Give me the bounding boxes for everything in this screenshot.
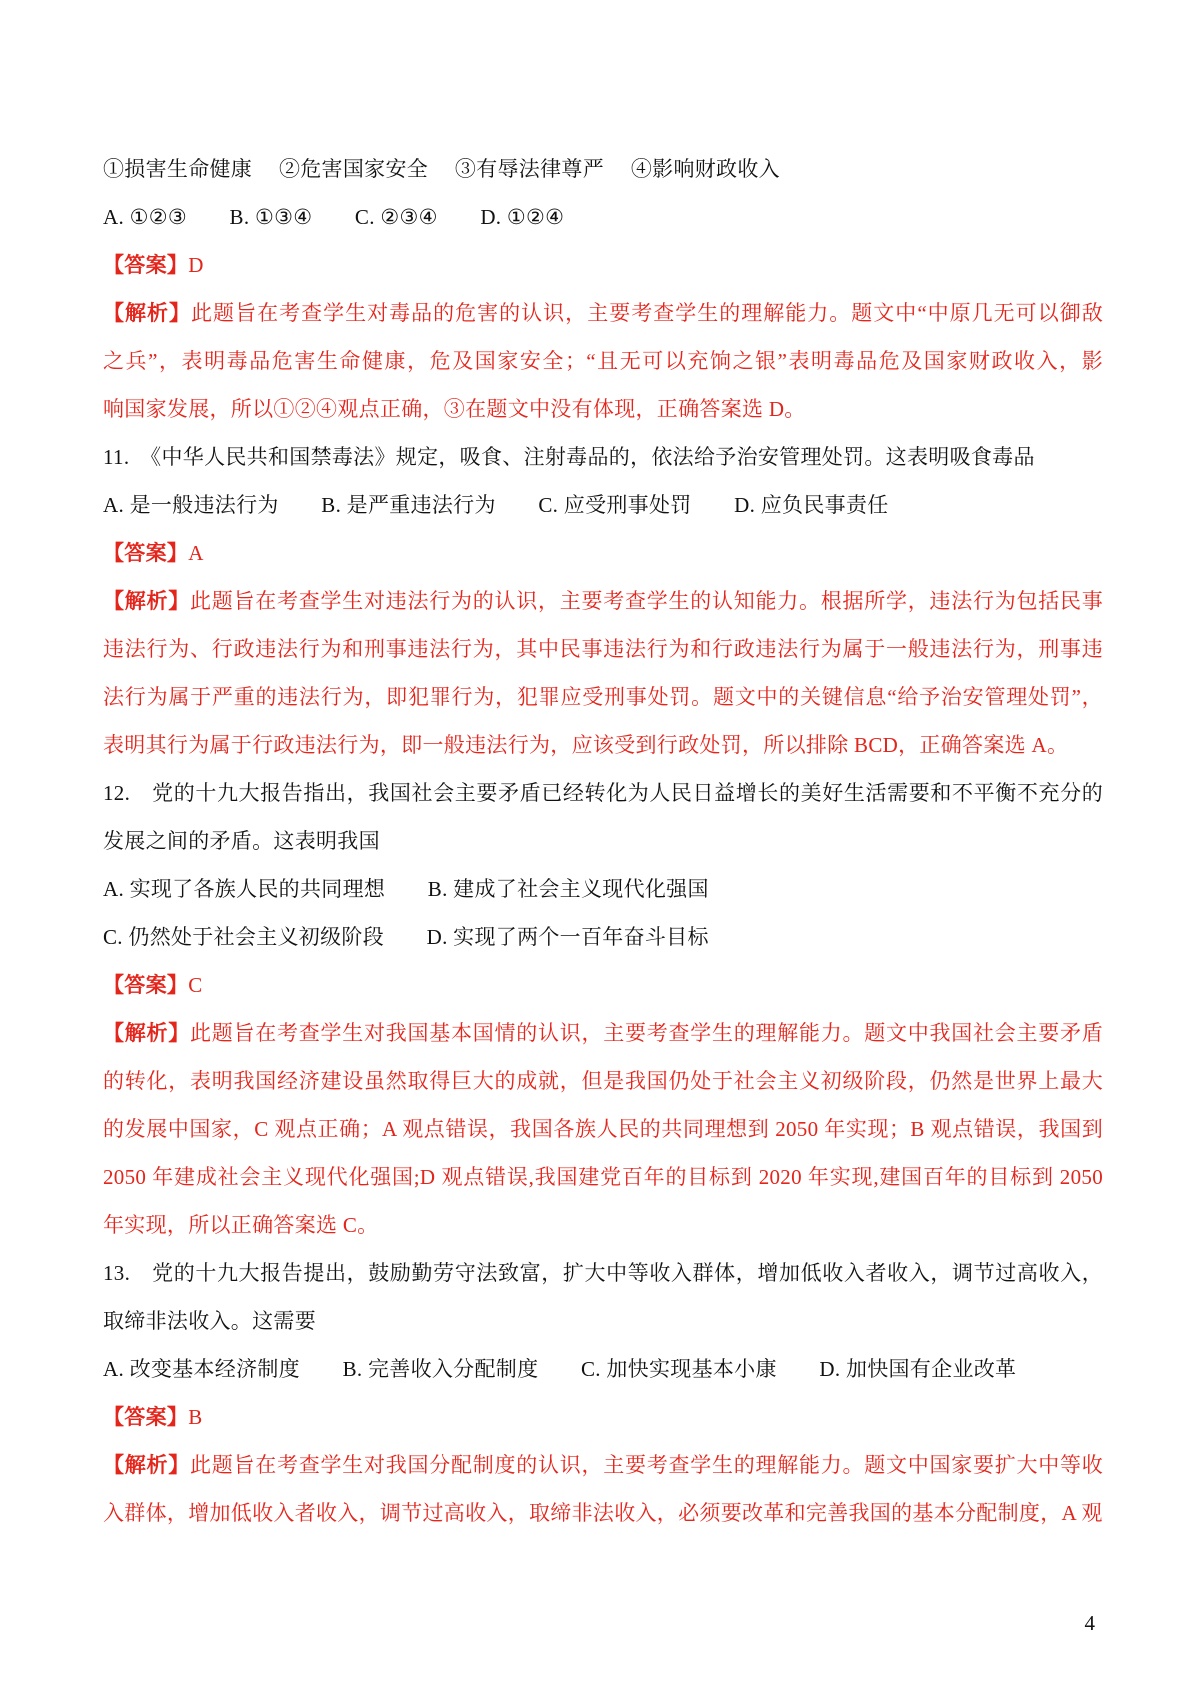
q13-stem-1: 13. 党的十九大报告提出，鼓励勤劳守法致富，扩大中等收入群体，增加低收入者收入，调节过高收入， <box>103 1261 1103 1285</box>
bracket-label: 【答案】 <box>103 973 189 997</box>
q12-stem-1: 12. 党的十九大报告指出，我国社会主要矛盾已经转化为人民日益增长的美好生活需要和不平衡不充分的 <box>103 781 1103 805</box>
q12-analysis-1 <box>103 1009 1103 1057</box>
line-text: C <box>188 973 203 997</box>
bracket-label: 【解析】 <box>103 301 192 325</box>
q10-analysis-3: 响国家发展，所以①②④观点正确，③在题文中没有体现，正确答案选 D。 <box>103 397 806 421</box>
q13-choices: A. 改变基本经济制度 B. 完善收入分配制度 C. 加快实现基本小康 D. 加快国有企业改革 <box>103 1357 1017 1381</box>
q13-answer <box>103 1393 1103 1441</box>
q12-analysis-4: 2050 年建成社会主义现代化强国;D 观点错误,我国建党百年的目标到 2020 年实现,建国百年的目标到 2050 <box>103 1165 1103 1189</box>
bracket-label: 【答案】 <box>103 1405 189 1429</box>
q13-analysis-2: 入群体，增加低收入者收入，调节过高收入，取缔非法收入，必须要改革和完善我国的基本分配制度，A 观 <box>103 1501 1103 1525</box>
line-text: 此题旨在考查学生对我国分配制度的认识，主要考查学生的理解能力。题文中国家要扩大中等收 <box>190 1453 1103 1477</box>
line-text: 此题旨在考查学生对我国基本国情的认识，主要考查学生的理解能力。题文中我国社会主要矛盾 <box>190 1021 1103 1045</box>
q11-analysis-3: 法行为属于严重的违法行为，即犯罪行为，犯罪应受刑事处罚。题文中的关键信息“给予治安管理处罚”， <box>103 685 1103 709</box>
q11-choices: A. 是一般违法行为 B. 是严重违法行为 C. 应受刑事处罚 D. 应负民事责任 <box>103 493 889 517</box>
q12-choices-2: C. 仍然处于社会主义初级阶段 D. 实现了两个一百年奋斗目标 <box>103 925 709 949</box>
line-text: D <box>188 253 204 277</box>
q10-answer <box>103 241 1103 289</box>
q10-analysis-1 <box>103 289 1103 337</box>
q10-choices: A. ①②③ B. ①③④ C. ②③④ D. ①②④ <box>103 205 565 229</box>
q11-analysis-4: 表明其行为属于行政违法行为，即一般违法行为，应该受到行政处罚，所以排除 BCD，正确答案选 A。 <box>103 733 1069 757</box>
q10-analysis-2: 之兵”，表明毒品危害生命健康，危及国家安全；“且无可以充饷之银”表明毒品危及国家财政收入，影 <box>103 349 1103 373</box>
q10-numbered-items: ①损害生命健康 ②危害国家安全 ③有辱法律尊严 ④影响财政收入 <box>103 157 780 181</box>
bracket-label: 【答案】 <box>103 541 189 565</box>
q12-answer <box>103 961 1103 1009</box>
bracket-label: 【解析】 <box>103 589 190 613</box>
line-text: A <box>188 541 204 565</box>
q12-analysis-2: 的转化，表明我国经济建设虽然取得巨大的成就，但是我国仍处于社会主义初级阶段，仍然是世界上最大 <box>103 1069 1103 1093</box>
line-text: B <box>188 1405 203 1429</box>
bracket-label: 【答案】 <box>103 253 189 277</box>
q11-answer <box>103 529 1103 577</box>
q12-choices-1: A. 实现了各族人民的共同理想 B. 建成了社会主义现代化强国 <box>103 877 709 901</box>
q11-stem: 11. 《中华人民共和国禁毒法》规定，吸食、注射毒品的，依法给予治安管理处罚。这表明吸食毒品 <box>103 445 1035 469</box>
q12-analysis-5: 年实现，所以正确答案选 C。 <box>103 1213 379 1237</box>
q11-analysis-2: 违法行为、行政违法行为和刑事违法行为，其中民事违法行为和行政违法行为属于一般违法行为，刑事违 <box>103 637 1103 661</box>
line-text: 此题旨在考查学生对毒品的危害的认识，主要考查学生的理解能力。题文中“中原几无可以御敌 <box>191 301 1103 325</box>
q11-analysis-1 <box>103 577 1103 625</box>
page-number: 4 <box>1084 1611 1095 1635</box>
bracket-label: 【解析】 <box>103 1453 190 1477</box>
line-text: 此题旨在考查学生对违法行为的认识，主要考查学生的认知能力。根据所学，违法行为包括民事 <box>190 589 1103 613</box>
q12-analysis-3: 的发展中国家，C 观点正确；A 观点错误，我国各族人民的共同理想到 2050 年实现；B 观点错误，我国到 <box>103 1117 1103 1141</box>
q13-stem-2: 取缔非法收入。这需要 <box>103 1309 316 1333</box>
bracket-label: 【解析】 <box>103 1021 190 1045</box>
q12-stem-2: 发展之间的矛盾。这表明我国 <box>103 829 380 853</box>
q13-analysis-1 <box>103 1441 1103 1489</box>
document-body <box>103 145 1103 1537</box>
